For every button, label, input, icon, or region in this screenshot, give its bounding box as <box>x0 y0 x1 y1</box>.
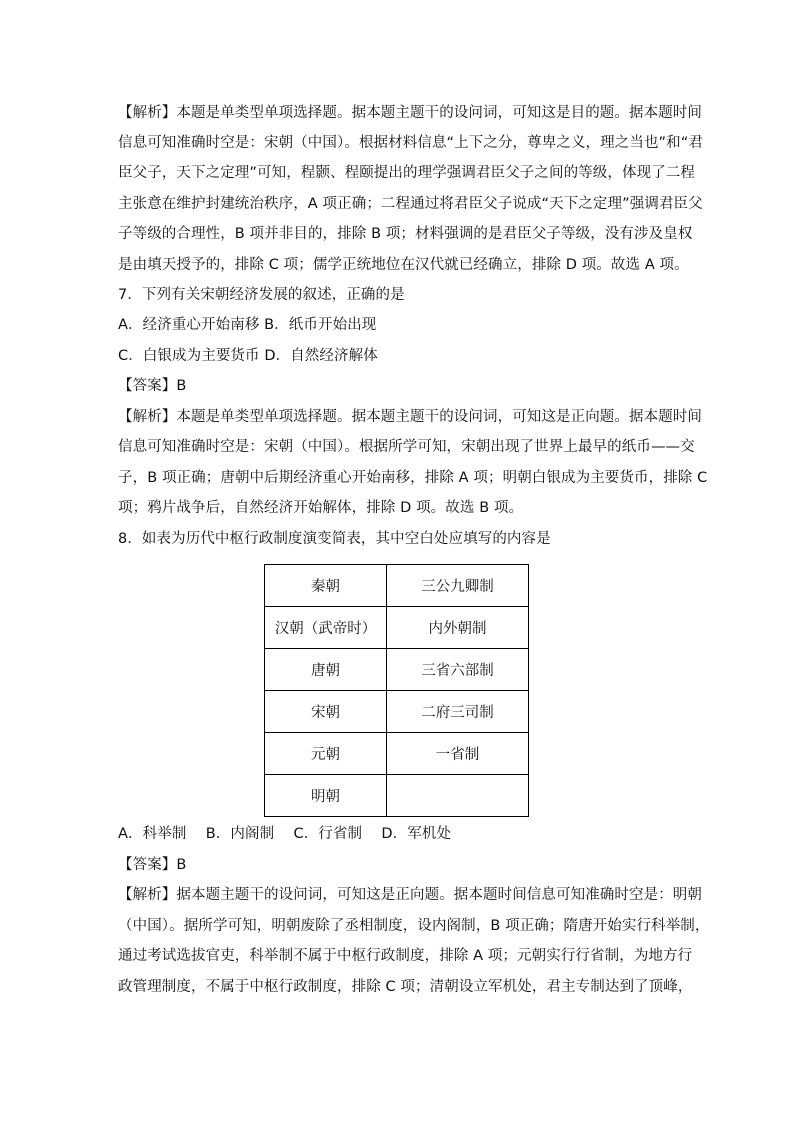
table-row <box>265 775 529 817</box>
table-cell-dynasty: 秦朝 <box>265 565 387 607</box>
table-cell-blank <box>387 775 529 817</box>
table-cell-system: 内外朝制 <box>387 607 529 649</box>
table-cell-dynasty: 唐朝 <box>265 649 387 691</box>
question-7-options-ab: A．经济重心开始南移 B．纸币开始出现 <box>118 317 377 333</box>
table-row <box>265 607 529 649</box>
table-cell-dynasty: 元朝 <box>265 733 387 775</box>
table-cell-system: 三省六部制 <box>387 649 529 691</box>
question-8-stem: 8．如表为历代中枢行政制度演变简表，其中空白处应填写的内容是 <box>118 531 551 547</box>
analysis-6-line-3: 臣父子，天下之定理”可知，程颢、程颐提出的理学强调君臣父子之间的等级，体现了二程 <box>118 165 696 181</box>
table-row <box>265 649 529 691</box>
table-cell-system: 二府三司制 <box>387 691 529 733</box>
question-7-stem: 7．下列有关宋朝经济发展的叙述，正确的是 <box>118 287 405 303</box>
table-cell-system: 一省制 <box>387 733 529 775</box>
answer-8: 【答案】B <box>118 857 187 873</box>
analysis-7-line-3: 子，B 项正确；唐朝中后期经济重心开始南移，排除 A 项；明朝白银成为主要货币，排除 C <box>118 470 708 486</box>
table-cell-dynasty: 明朝 <box>265 775 387 817</box>
analysis-8-line-2: （中国）。据所学可知，明朝废除了丞相制度，设内阁制，B 项正确；隋唐开始实行科举制， <box>118 918 710 934</box>
analysis-7-line-2: 信息可知准确时空是：宋朝（中国）。根据所学可知，宋朝出现了世界上最早的纸币——交 <box>118 439 695 455</box>
table-cell-system: 三公九卿制 <box>387 565 529 607</box>
table-row <box>265 691 529 733</box>
analysis-7-line-1: 【解析】本题是单类型单项选择题。据本题主题干的设问词，可知这是正向题。据本题时间 <box>118 409 702 425</box>
table-row <box>265 565 529 607</box>
analysis-6-line-6: 是由填天授予的，排除 C 项；儒学正统地位在汉代就已经确立，排除 D 项。故选 A 项。 <box>118 257 689 273</box>
table-cell-dynasty: 汉朝（武帝时） <box>265 607 387 649</box>
analysis-8-line-1: 【解析】据本题主题干的设问词，可知这是正向题。据本题时间信息可知准确时空是：明朝 <box>118 887 702 903</box>
table-cell-dynasty: 宋朝 <box>265 691 387 733</box>
analysis-6-line-2: 信息可知准确时空是：宋朝（中国）。根据材料信息“上下之分，尊卑之义，理之当也”和“君 <box>118 135 703 151</box>
system-evolution-table <box>264 564 529 817</box>
analysis-6-line-4: 主张意在维护封建统治秩序，A 项正确；二程通过将君臣父子说成“天下之定理”强调君臣父 <box>118 196 703 212</box>
analysis-7-line-4: 项；鸦片战争后，自然经济开始解体，排除 D 项。故选 B 项。 <box>118 500 524 516</box>
analysis-6-line-1: 【解析】本题是单类型单项选择题。据本题主题干的设问词，可知这是目的题。据本题时间 <box>118 105 702 121</box>
question-8-options: A．科举制 B．内阁制 C．行省制 D．军机处 <box>118 826 452 842</box>
analysis-8-line-3: 通过考试选拔官吏，科举制不属于中枢行政制度，排除 A 项；元朝实行行省制，为地方行 <box>118 948 693 964</box>
answer-7: 【答案】B <box>118 378 187 394</box>
analysis-6-line-5: 子等级的合理性，B 项并非目的，排除 B 项；材料强调的是君臣父子等级，没有涉及皇权 <box>118 226 693 242</box>
table-row <box>265 733 529 775</box>
analysis-8-line-4: 政管理制度，不属于中枢行政制度，排除 C 项；清朝设立军机处，君主专制达到了顶峰， <box>118 979 693 995</box>
question-7-options-cd: C．白银成为主要货币 D．自然经济解体 <box>118 348 378 364</box>
